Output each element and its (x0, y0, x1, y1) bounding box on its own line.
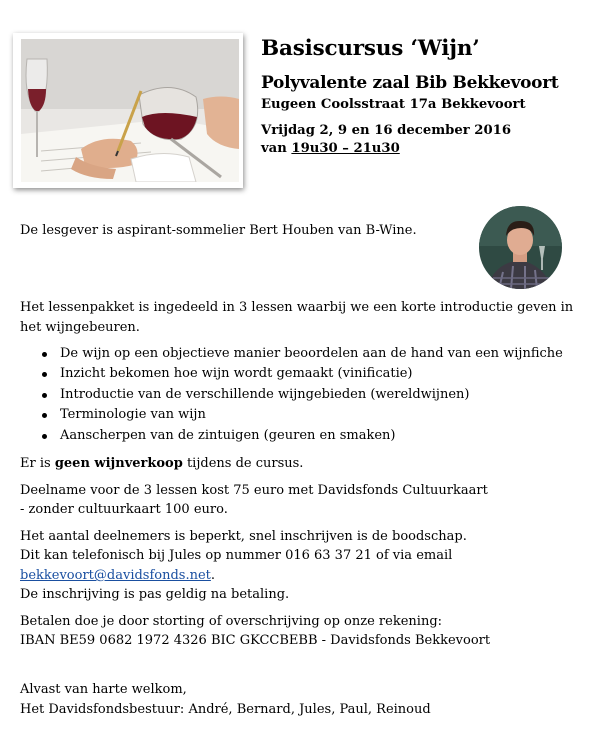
registration-line-2: Dit kan telefonisch bij Jules op nummer 016 63 37 21 of via email (20, 548, 453, 563)
wine-tasting-photo (21, 39, 239, 182)
no-sale-prefix: Er is (20, 456, 55, 471)
time-prefix: van (261, 141, 292, 156)
payment-line-2: IBAN BE59 0682 1972 4326 BIC GKCCBEBB - Davidsfonds Bekkevoort (20, 633, 491, 648)
email-link[interactable]: bekkevoort@davidsfonds.net (20, 568, 211, 583)
bullet-dot (42, 434, 47, 439)
price-line-1: Deelname voor de 3 lessen kost 75 euro met Davidsfonds Cultuurkaart (20, 483, 488, 498)
welcome-line-2: Het Davidsfondsbestuur: André, Bernard, Jules, Paul, Reinoud (20, 702, 431, 717)
registration-line-1: Het aantal deelnemers is beperkt, snel inschrijven is de boodschap. (20, 529, 467, 544)
list-item (20, 344, 563, 364)
bullet-dot (42, 372, 47, 377)
registration-email-line (20, 566, 215, 586)
time-range: 19u30 – 21u30 (291, 141, 400, 156)
list-item-text: Inzicht bekomen hoe wijn wordt gemaakt (vinificatie) (60, 366, 413, 382)
venue-address: Eugeen Coolsstraat 17a Bekkevoort (261, 97, 526, 112)
payment-line-1: Betalen doe je door storting of overschrijving op onze rekening: (20, 614, 443, 629)
bullet-dot (42, 413, 47, 418)
teacher-portrait (479, 206, 562, 289)
intro-line-2: het wijngebeuren. (20, 320, 140, 335)
intro-line-1: Het lessenpakket is ingedeeld in 3 lessen waarbij we een korte introductie geven in (20, 300, 574, 315)
no-sale-line (20, 454, 303, 474)
list-item (20, 364, 563, 384)
course-topics-list (20, 344, 563, 446)
list-item (20, 385, 563, 405)
course-title: Basiscursus ‘Wijn’ (261, 36, 480, 61)
registration-line-4: De inschrijving is pas geldig na betaling. (20, 587, 290, 602)
no-sale-suffix: tijdens de cursus. (182, 456, 304, 471)
course-header (261, 34, 558, 158)
email-suffix: . (210, 568, 216, 583)
list-item-text: De wijn op een objectieve manier beoordelen aan de hand van een wijnfiche (60, 346, 563, 361)
no-sale-bold: geen wijnverkoop (54, 456, 183, 471)
course-photo-frame (13, 33, 243, 188)
list-item (20, 405, 563, 425)
bullet-dot (42, 352, 47, 357)
course-time (261, 140, 558, 158)
price-line-2: - zonder cultuurkaart 100 euro. (20, 502, 228, 517)
list-item-text: Introductie van de verschillende wijngebieden (wereldwijnen) (60, 386, 470, 402)
welcome-line-1: Alvast van harte welkom, (20, 682, 187, 697)
teacher-portrait-graphic (479, 206, 562, 289)
teacher-line: De lesgever is aspirant-sommelier Bert Houben van B-Wine. (20, 223, 417, 238)
course-dates: Vrijdag 2, 9 en 16 december 2016 (261, 123, 512, 138)
bullet-dot (42, 393, 47, 398)
list-item-text: Terminologie van wijn (60, 407, 206, 423)
list-item (20, 426, 563, 446)
list-item-text: Aanscherpen van de zintuigen (geuren en smaken) (60, 427, 396, 443)
venue-name: Polyvalente zaal Bib Bekkevoort (261, 73, 559, 93)
